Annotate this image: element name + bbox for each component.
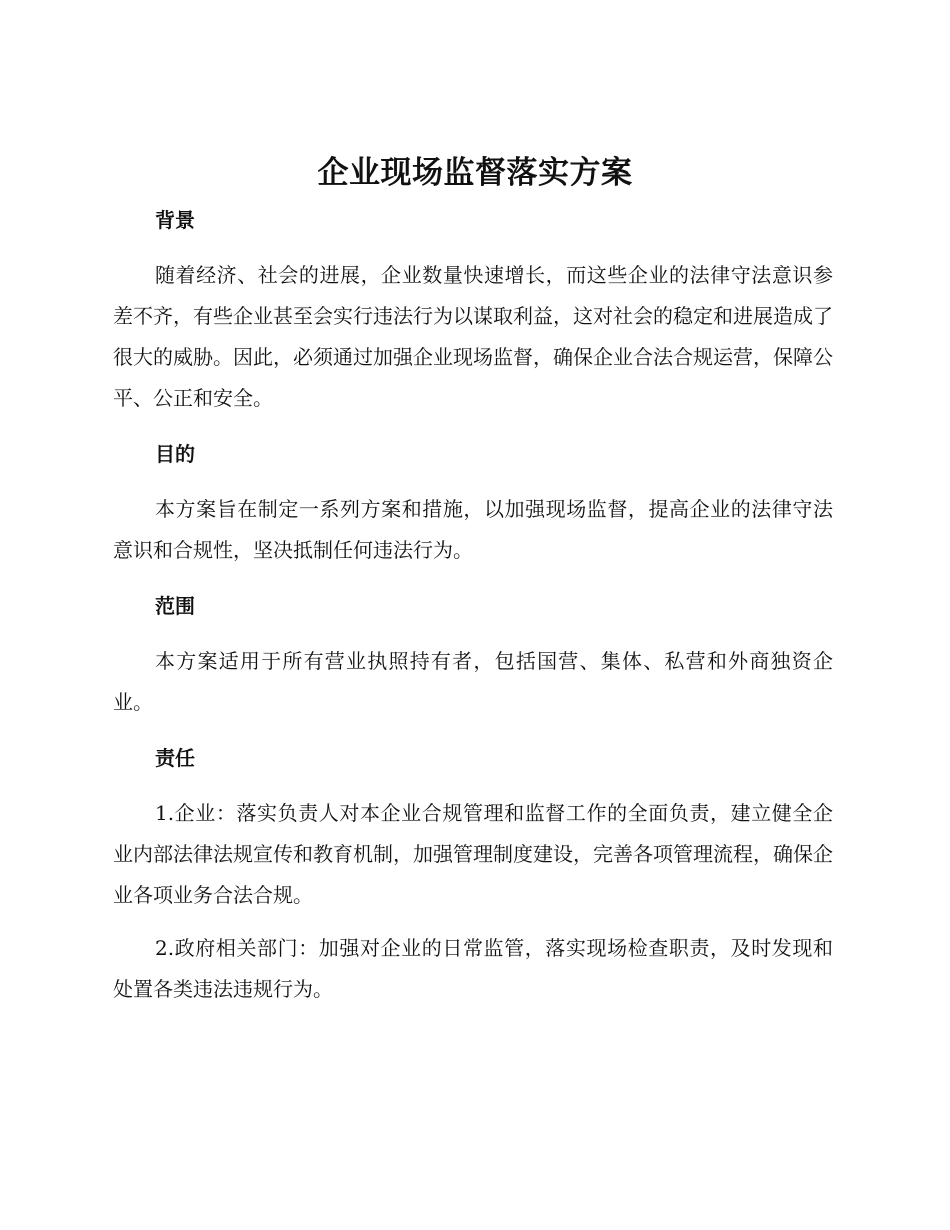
section-heading-responsibility: 责任	[155, 746, 195, 770]
section-responsibility	[113, 735, 833, 1010]
section-purpose	[113, 431, 833, 571]
section-background	[113, 197, 833, 419]
paragraph-scope: 本方案适用于所有营业执照持有者，包括国营、集体、私营和外商独资企业。	[113, 649, 833, 714]
section-scope	[113, 583, 833, 723]
document-title: 企业现场监督落实方案	[317, 155, 633, 191]
section-heading-background: 背景	[155, 208, 195, 232]
paragraph-responsibility-government: 2.政府相关部门：加强对企业的日常监管，落实现场检查职责，及时发现和处置各类违法违规行为。	[113, 936, 833, 1001]
section-heading-purpose: 目的	[155, 442, 195, 466]
paragraph-purpose: 本方案旨在制定一系列方案和措施，以加强现场监督，提高企业的法律守法意识和合规性，坚决抵制任何违法行为。	[113, 497, 833, 562]
paragraph-responsibility-enterprise: 1.企业：落实负责人对本企业合规管理和监督工作的全面负责，建立健全企业内部法律法规宣传和教育机制，加强管理制度建设，完善各项管理流程，确保企业各项业务合法合规。	[113, 801, 833, 907]
document-body	[113, 197, 833, 1010]
paragraph-background: 随着经济、社会的进展，企业数量快速增长，而这些企业的法律守法意识参差不齐，有些企业甚至会实行违法行为以谋取利益，这对社会的稳定和进展造成了很大的威胁。因此，必须通过加强企业现场监督，确保企业合法合规运营，保障公平、公正和安全。	[113, 263, 833, 410]
section-heading-scope: 范围	[155, 594, 195, 618]
